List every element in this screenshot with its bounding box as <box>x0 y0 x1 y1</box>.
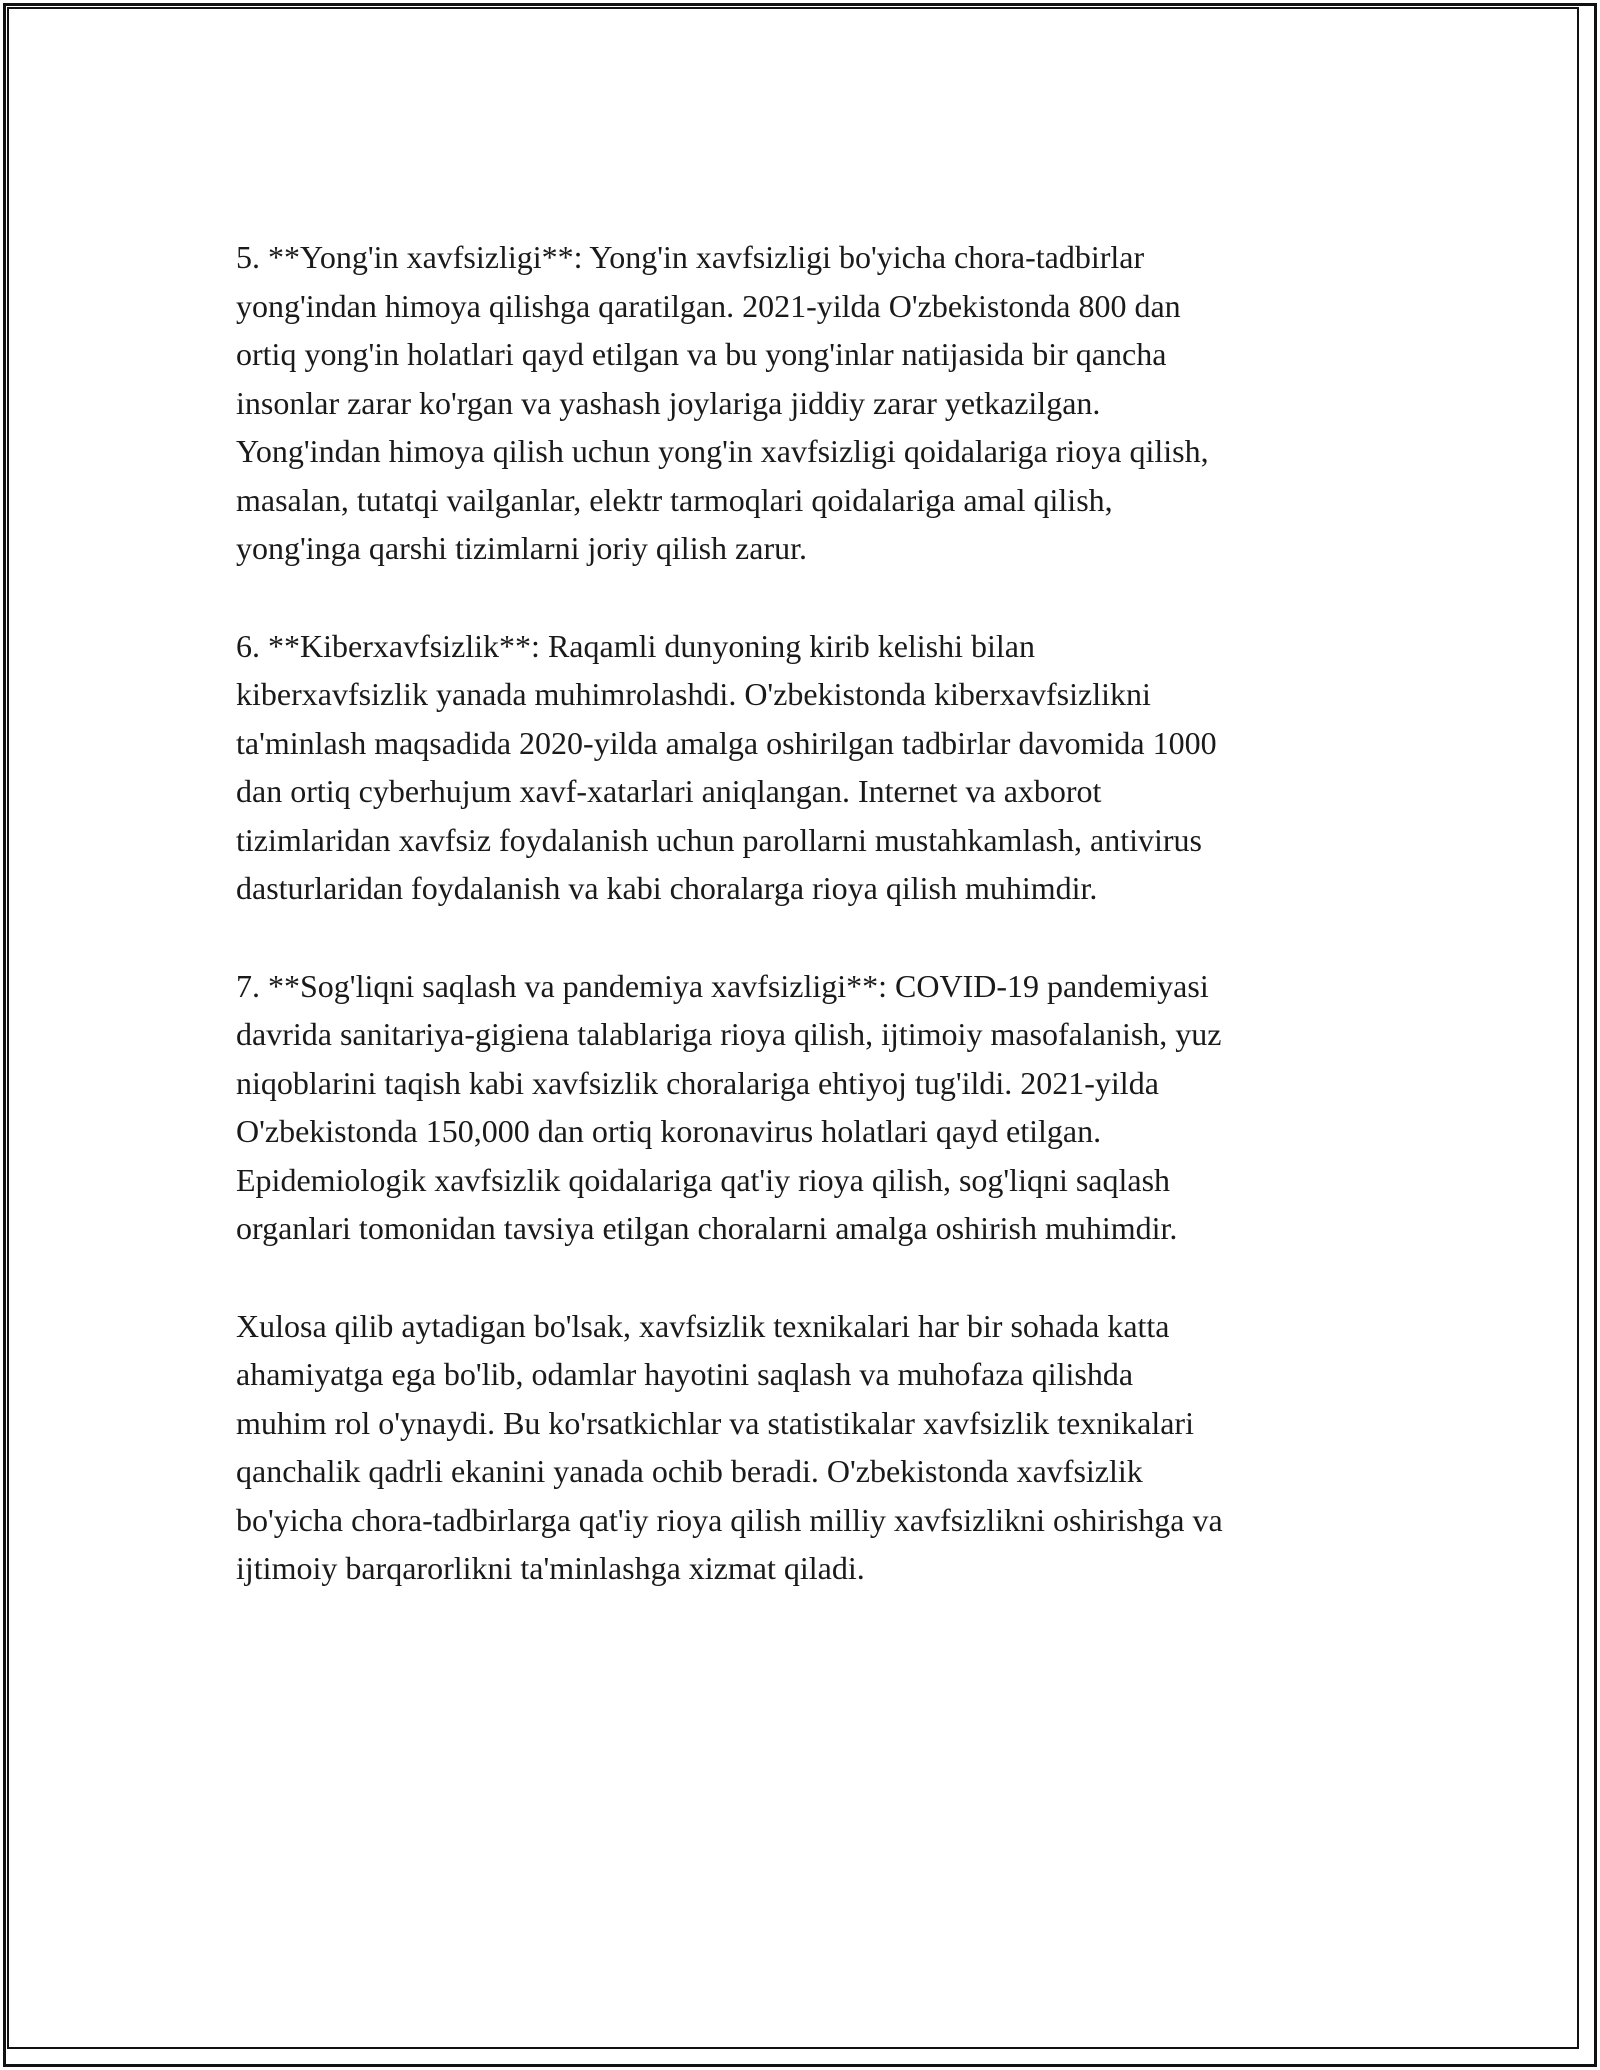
text-line: ta'minlash maqsadida 2020-yilda amalga oshirilgan tadbirlar davomida 1000 <box>236 724 1217 761</box>
text-line: bo'yicha chora-tadbirlarga qat'iy rioya qilish milliy xavfsizlikni oshirishga va <box>236 1501 1223 1538</box>
text-line: ijtimoiy barqarorlikni ta'minlashga xizmat qiladi. <box>236 1550 865 1586</box>
paragraph-fire-safety <box>236 233 1386 573</box>
text-line: yong'indan himoya qilishga qaratilgan. 2021-yilda O'zbekistonda 800 dan <box>236 287 1181 324</box>
paragraph-cybersecurity <box>236 622 1386 913</box>
paragraph-conclusion <box>236 1302 1386 1593</box>
text-line: Yong'indan himoya qilish uchun yong'in xavfsizligi qoidalariga rioya qilish, <box>236 433 1209 469</box>
text-line: davrida sanitariya-gigiena talablariga rioya qilish, ijtimoiy masofalanish, yuz <box>236 1016 1222 1052</box>
text-line: Epidemiologik xavfsizlik qoidalariga qat'iy rioya qilish, sog'liqni saqlash <box>236 1161 1171 1198</box>
text-line: niqoblarini taqish kabi xavfsizlik choralariga ehtiyoj tug'ildi. 2021-yilda <box>236 1064 1159 1101</box>
text-line: kiberxavfsizlik yanada muhimrolashdi. O'zbekistonda kiberxavfsizlikni <box>236 676 1151 712</box>
text-line: dasturlaridan foydalanish va kabi choralarga rioya qilish muhimdir. <box>236 870 1098 906</box>
text-line: muhim rol o'ynaydi. Bu ko'rsatkichlar va statistikalar xavfsizlik texnikalari <box>236 1404 1194 1441</box>
text-line: ahamiyatga ega bo'lib, odamlar hayotini saqlash va muhofaza qilishda <box>236 1356 1134 1392</box>
text-line: 6. **Kiberxavfsizlik**: Raqamli dunyoning kirib kelishi bilan <box>236 627 1035 664</box>
text-line: Xulosa qilib aytadigan bo'lsak, xavfsizlik texnikalari har bir sohada katta <box>236 1307 1170 1344</box>
text-line: dan ortiq cyberhujum xavf-xatarlari aniqlangan. Internet va axborot <box>236 773 1102 809</box>
text-line: qanchalik qadrli ekanini yanada ochib beradi. O'zbekistonda xavfsizlik <box>236 1453 1143 1489</box>
document-body <box>236 233 1386 1642</box>
text-line: tizimlaridan xavfsiz foydalanish uchun parollarni mustahkamlash, antivirus <box>236 821 1202 858</box>
text-line: ortiq yong'in holatlari qayd etilgan va bu yong'inlar natijasida bir qancha <box>236 336 1167 372</box>
text-line: 5. **Yong'in xavfsizligi**: Yong'in xavfsizligi bo'yicha chora-tadbirlar <box>236 239 1145 275</box>
paragraph-health-pandemic <box>236 962 1386 1253</box>
text-line: organlari tomonidan tavsiya etilgan choralarni amalga oshirish muhimdir. <box>236 1210 1178 1246</box>
text-line: masalan, tutatqi vailganlar, elektr tarmoqlari qoidalariga amal qilish, <box>236 481 1113 518</box>
text-line: 7. **Sog'liqni saqlash va pandemiya xavfsizligi**: COVID-19 pandemiyasi <box>236 967 1209 1004</box>
text-line: yong'inga qarshi tizimlarni joriy qilish zarur. <box>236 530 807 566</box>
text-line: O'zbekistonda 150,000 dan ortiq koronavirus holatlari qayd etilgan. <box>236 1113 1102 1149</box>
text-line: insonlar zarar ko'rgan va yashash joylariga jiddiy zarar yetkazilgan. <box>236 384 1101 421</box>
